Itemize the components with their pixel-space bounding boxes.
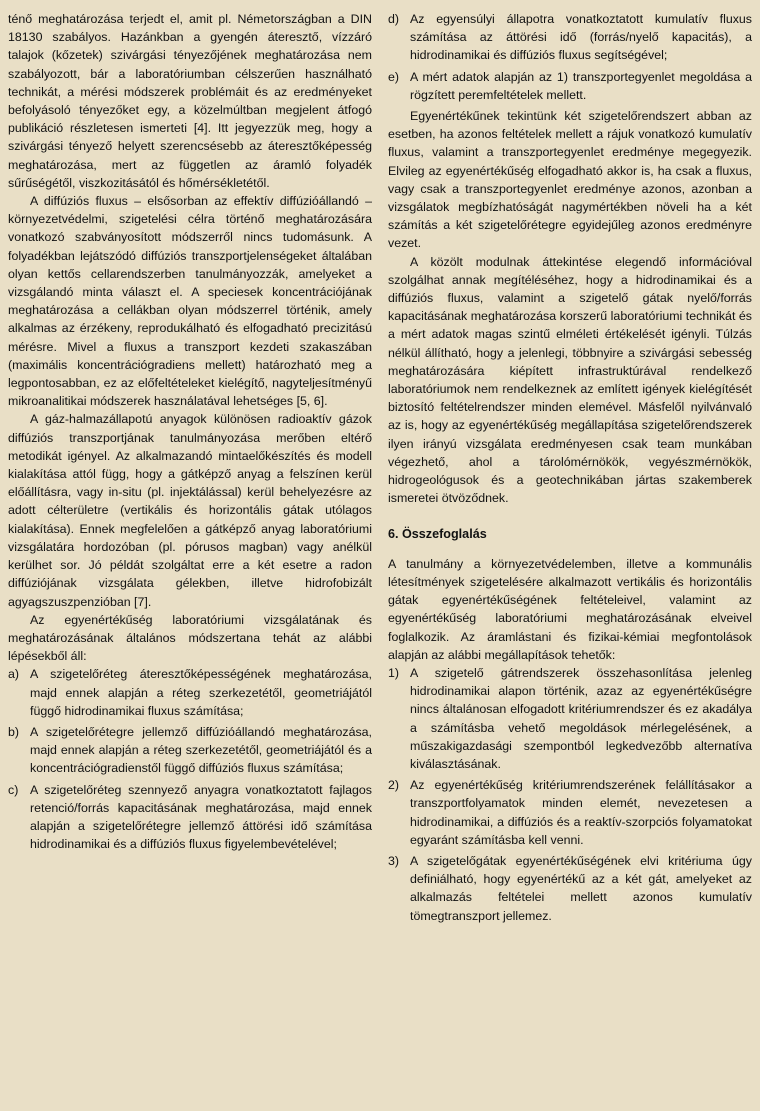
- list-text: A szigetelőrétegre jellemző diffúzióállandó meghatározása, majd ennek alapján a réteg szerkezetétől, geometriájától és a koncentrációgradienstől függő diffúziós fluxus számítása;: [30, 724, 372, 776]
- paragraph: Egyenértékűnek tekintünk két szigetelőrendszert abban az esetben, ha azonos feltételek mellett a rájuk vonatkozó kumulatív fluxus, valamint a transzportegyenlet eredménye megegyezik. Elvileg az egyenértékűség elfogadható akkor is, ha csak a fluxus, vagy csak a transzportegyenlet eredménye azonos, azonban a vizsgálatok megbízhatóságát nagymértékben növeli ha a két számítás a két szigetelőrétegre egyidejűleg azonos eredményre vezet.: [388, 109, 752, 251]
- list-text: A mért adatok alapján az 1) transzportegyenlet megoldása a rögzített peremfeltételek mellett.: [410, 69, 752, 102]
- paragraph: A diffúziós fluxus – elsősorban az effektív diffúzióállandó – környezetvédelmi, szigetelési célra történő meghatározására vonatkozó szabványosított módszerről nincs tudomásunk. A folyadékban lejátszódó diffúziós transzportjelenségeket általában olyan kettős cellarendszerben tanulmányozzák, amelyeket a vizsgálandó minta választ el. A speciesek koncentrációjának meghatározása a cellákban olyan módszerrel történik, amely alkalmas az érzékeny, reprodukálható és elfogadható precizitású mérésre. Mivel a fluxus a transzport kezdeti szakaszában (maximális koncentrációgradiens mellett) határozható meg a legpontosabban, ez az előfeltételeket kielégítő, nagyteljesítményű mikroanalitikai módszerek használatával lehetséges [5, 6].: [8, 194, 372, 409]
- conclusion-item: [388, 852, 752, 925]
- list-item: [8, 781, 372, 854]
- list-text: Az egyensúlyi állapotra vonatkoztatott kumulatív fluxus számítása az áttörési idő (forrás/nyelő kapacitás), a hidrodinamikai és diffúziós fluxus segítségével;: [410, 12, 752, 63]
- list-item: [8, 723, 372, 778]
- conclusion-item: [388, 776, 752, 849]
- list-marker: 1): [388, 665, 400, 680]
- list-text: A szigetelőréteg áteresztőképességének meghatározása, majd ennek alapján a réteg szerkezetétől, geometriájától függő hidrodinamikai fluxus számítása;: [30, 667, 372, 718]
- list-item: [8, 665, 372, 720]
- list-text: A szigetelő gátrendszerek összehasonlítása jelenleg hidrodinamikai alapon történik, azaz az egyenértékűségre nincs általánosan elfogadott kritériumrendszer és ez akadálya a számításba vehető megoldások mérlegelésének, a műszakigazdasági szempontból legkedvezőbb alternatíva kiválasztásának.: [410, 665, 752, 771]
- paragraph: Az egyenértékűség laboratóriumi vizsgálatának és meghatározásának általános módszertana tehát az alábbi lépésekből áll:: [8, 612, 372, 664]
- paragraph: A tanulmány a környezetvédelemben, illetve a kommunális létesítmények szigetelésére alkalmazott vertikális és horizontális gátak egyenértékűségének feltételeivel, valamint az egyenértékűség laboratóriumi meghatározásának elveivel foglalkozik. Az áramlástani és fizikai-kémiai megfontolások alapján az alábbi megállapítások tehetők:: [388, 556, 752, 662]
- paragraph: A közölt modulnak áttekintése elegendő információval szolgálhat annak megítéléséhez, hogy a hidrodinamikai és a diffúziós fluxus, valamint a szigetelő gátak nyelő/forrás kapacitásának meghatározása korszerű laboratóriumi technikát és a mért adatok magas szintű elméleti értékelését igényli. Túlzás nélkül állítható, hogy a jelenlegi, többnyire a szivárgási sebesség meghatározására kiépített infrastruktúrával rendelkező laboratóriumok nem rendelkeznek az említett igények kielégítését biztosító feltételrendszer minden elemével. Másfelől nyilvánvaló az is, hogy az egyenértékűség megállapítása szigetelőrendszerek ilyen irányú vizsgálata eredményesen csak team munkában végezhető, ahol a tárolómérnökök, vegyészmérnökök, hidrogeológusok és a geotechnikában jártas szakemberek ismeretei ötvöződnek.: [388, 254, 752, 506]
- right-column: [388, 10, 752, 1111]
- paragraph: ténő meghatározása terjedt el, amit pl. Németországban a DIN 18130 szabályos. Hazánkban a gyengén áteresztő, vízzáró talajok (kőzetek) szivárgási tényezőjének meghatározása nem szabályozott, bár a laboratóriumban célszerűen használható technikát, a mérési módszerek problémáit és az eredményeket befolyásoló tényezőket egy, a közelmúltban megjelent átfogó publikáció részletesen ismerteti [4]. Itt jegyezzük meg, hogy a szivárgási tényező helyett szerencsésebb az áteresztőképesség meghatározása, mert az független az áramló folyadék sűrűségétől, viszkozitásától és hőmérsékletétől.: [8, 12, 372, 190]
- list-marker: e): [388, 69, 400, 84]
- list-marker: b): [8, 724, 20, 739]
- paragraph: A gáz-halmazállapotú anyagok különösen radioaktív gázok diffúziós transzportjának tanulmányozása merőben eltérő metodikát igényel. Az alkalmazandó mintaelőkészítés és modell kialakítása attól függ, hogy a gátképző anyag a felszínen kerül előállításra, vagy in-situ (pl. injektálással) kerül behelyezésre az adott célterületre (vertikális és horizontális gátak utólagos kialakítása). Ennek megfelelően a gátképző anyag laboratóriumi vizsgálatára hordozóban (pl. pórusos magban) vagy anélkül kerülhet sor. Jó példát szolgáltat erre a két esetre a radon diffúziójának vizsgálata gélekben, illetve hidrofobizált agyagszuszpenzióban [7].: [8, 412, 372, 609]
- list-marker: a): [8, 667, 20, 682]
- section-heading: 6. Összefoglalás: [388, 527, 487, 542]
- list-item: [388, 10, 752, 65]
- conclusion-item: [388, 664, 752, 773]
- list-marker: 3): [388, 853, 400, 868]
- list-marker: 2): [388, 778, 400, 793]
- list-marker: c): [8, 782, 19, 797]
- list-text: A szigetelőréteg szennyező anyagra vonatkoztatott fajlagos retenció/forrás kapacitásának meghatározása, majd ennek alapján a szigetelőrétegre jellemző áttörési idő számítása hidrodinamikai és a diffúziós fluxus figyelembevételével;: [30, 782, 372, 852]
- list-marker: d): [388, 12, 400, 26]
- list-text: A szigetelőgátak egyenértékűségének elvi kritériuma úgy definiálható, hogy egyenértékű az a két gát, amelyeket az alkalmazás feltételei mellett azonos kumulatív tömegtranszport jellemez.: [410, 853, 752, 923]
- left-column: [8, 10, 372, 1111]
- list-text: Az egyenértékűség kritériumrendszerének felállításakor a transzportfolyamatok minden elemét, nevezetesen a hidrodinamikai, a diffúziós és a reaktív-szorpciós folyamatokat egyaránt számításba kell venni.: [410, 778, 752, 847]
- list-item: [388, 68, 752, 104]
